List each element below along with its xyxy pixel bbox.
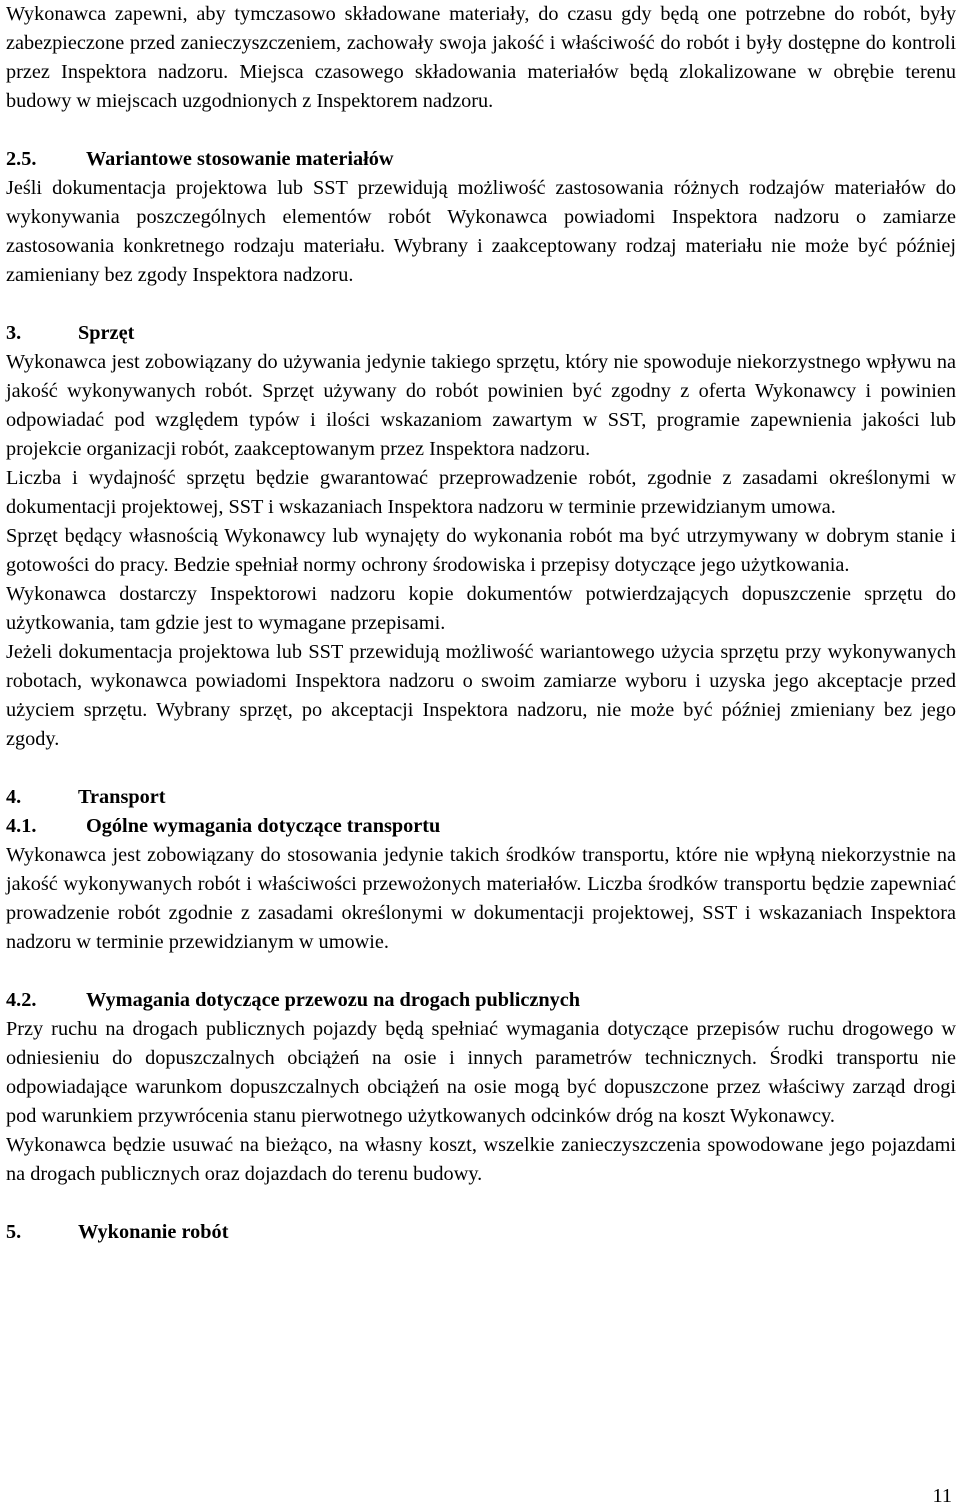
section-4-title: Transport	[78, 786, 166, 808]
section-4-heading	[6, 783, 956, 812]
document-page	[6, 0, 956, 1247]
page-number: 11	[932, 1485, 952, 1507]
section-4-1-title: Ogólne wymagania dotyczące transportu	[86, 815, 441, 837]
section-4-2-heading	[6, 986, 956, 1015]
section-3-paragraph-5: Jeżeli dokumentacja projektowa lub SST przewidują możliwość wariantowego użycia sprzętu przy wykonywanych robotach, wykonawca powiadomi Inspektora nadzoru o swoim zamiarze wyboru i uzyska jego akceptacje przed użyciem sprzętu. Wybrany sprzęt, po akceptacji Inspektora nadzoru, nie może być później zmieniany bez jego zgody.	[6, 641, 956, 750]
spacer	[6, 1189, 956, 1218]
section-3-paragraph-1: Wykonawca jest zobowiązany do używania jedynie takiego sprzętu, który nie spowoduje niekorzystnego wpływu na jakość wykonywanych robót. Sprzęt używany do robót powinien być zgodny z oferta Wykonawcy i powinien odpowiadać pod względem typów i ilości wskazaniom zawartym w SST, programie zapewnienia jakości lub projekcie organizacji robót, zaakceptowanym przez Inspektora nadzoru.	[6, 351, 956, 460]
section-5-title: Wykonanie robót	[78, 1221, 229, 1243]
spacer	[6, 957, 956, 986]
spacer	[6, 290, 956, 319]
section-3-paragraph-3: Sprzęt będący własnością Wykonawcy lub wynajęty do wykonania robót ma być utrzymywany w dobrym stanie i gotowości do pracy. Bedzie spełniał normy ochrony środowiska i przepisy dotyczące jego użytkowania.	[6, 525, 956, 576]
section-2-5-body: Jeśli dokumentacja projektowa lub SST przewidują możliwość zastosowania różnych rodzajów materiałów do wykonywania poszczególnych elementów robót Wykonawca powiadomi Inspektora nadzoru o zamiarze zastosowania konkretnego rodzaju materiału. Wybrany i zaakceptowany rodzaj materiału nie może być później zamieniany bez zgody Inspektora nadzoru.	[6, 177, 956, 286]
section-5-heading	[6, 1218, 956, 1247]
spacer	[6, 754, 956, 783]
section-5-number: 5.	[6, 1221, 22, 1243]
section-2-5-number: 2.5.	[6, 148, 37, 170]
section-4-2-number: 4.2.	[6, 989, 37, 1011]
section-3-title: Sprzęt	[78, 322, 135, 344]
section-3-paragraph-4: Wykonawca dostarczy Inspektorowi nadzoru kopie dokumentów potwierdzających dopuszczenie sprzętu do użytkowania, tam gdzie jest to wymagane przepisami.	[6, 583, 956, 634]
section-3-heading	[6, 319, 956, 348]
section-4-1-heading	[6, 812, 956, 841]
section-4-2-paragraph-1: Przy ruchu na drogach publicznych pojazdy będą spełniać wymagania dotyczące przepisów ruchu drogowego w odniesieniu do dopuszczalnych obciążeń na osie i innych parametrów technicznych. Środki transportu nie odpowiadające warunkom dopuszczalnych obciążeń na osie mogą być dopuszczone przez właściwy zarząd drogi pod warunkiem przywrócenia stanu pierwotnego użytkowanych odcinków dróg na koszt Wykonawcy.	[6, 1018, 956, 1127]
section-4-1-body: Wykonawca jest zobowiązany do stosowania jedynie takich środków transportu, które nie wpłyną niekorzystnie na jakość wykonywanych robót i właściwości przewożonych materiałów. Liczba środków transportu będzie zapewniać prowadzenie robót zgodnie z zasadami określonymi w dokumentacji projektowej, SST i wskazaniach Inspektora nadzoru w terminie przewidzianym w umowie.	[6, 844, 956, 953]
section-3-number: 3.	[6, 322, 22, 344]
section-4-2-title: Wymagania dotyczące przewozu na drogach publicznych	[86, 989, 581, 1011]
section-4-2-paragraph-2: Wykonawca będzie usuwać na bieżąco, na własny koszt, wszelkie zanieczyszczenia spowodowane jego pojazdami na drogach publicznych oraz dojazdach do terenu budowy.	[6, 1134, 956, 1185]
storage-paragraph: Wykonawca zapewni, aby tymczasowo składowane materiały, do czasu gdy będą one potrzebne do robót, były zabezpieczone przed zanieczyszczeniem, zachowały swoja jakość i właściwość do robót i były dostępne do kontroli przez Inspektora nadzoru. Miejsca czasowego składowania materiałów będą zlokalizowane w obrębie terenu budowy w miejscach uzgodnionych z Inspektorem nadzoru.	[6, 3, 956, 112]
section-2-5-heading	[6, 145, 956, 174]
section-2-5-title: Wariantowe stosowanie materiałów	[86, 148, 394, 170]
section-3-paragraph-2: Liczba i wydajność sprzętu będzie gwarantować przeprowadzenie robót, zgodnie z zasadami określonymi w dokumentacji projektowej, SST i wskazaniach Inspektora nadzoru w terminie przewidzianym umowa.	[6, 467, 956, 518]
spacer	[6, 116, 956, 145]
section-4-1-number: 4.1.	[6, 815, 37, 837]
section-4-number: 4.	[6, 786, 22, 808]
